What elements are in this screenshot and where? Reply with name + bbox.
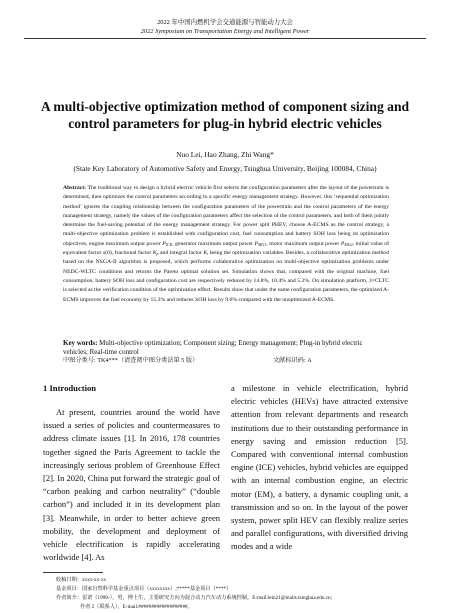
left-column: [43, 382, 220, 564]
clc-number: 中图分类号: TK4***（请查阅中图分类法第 5 版）: [63, 357, 199, 364]
symbol-ki: $K_i$: [203, 250, 209, 257]
author-affiliation: (State Key Laboratory of Automotive Safety and Energy, Tsinghua University, Beijing 100084, China): [73, 164, 377, 173]
abstract-text-7: being the optimization variables. Besides, a collaborative optimization method based on the NSGA-II algorithm is proposed, which performs collaborative optimization on multi-objective optimization problems under NEDC-WLTC conditions and returns the Pareto optimal solution set. Simulation shows that, compared with the original machine, fuel consumption, battery SOH loss and configuration cost are respectively reduced by 14.8%, 10.4% and 5.2%. On simulation platform, 3×CLTC is selected as the verification condition of the optimization effect. Results show that under the same configuration parameters, the optimized A-ECMS improves the fuel economy by 15.3% and reduces SOH loss by 9.6% compared with the unoptimized A-ECMS.: [63, 250, 389, 303]
abstract-text-6: and integral factor: [158, 250, 204, 257]
symbol-s0: s(0): [102, 250, 112, 257]
header-divider: [24, 38, 426, 39]
document-code: 文献标识码: A: [273, 357, 312, 364]
abstract-text-4: , initial value of equivalent factor: [63, 240, 390, 257]
paper-title: A multi-objective optimization method of component sizing and control parameters for plug-in hybrid electric vehicles: [40, 99, 410, 131]
right-column: [231, 382, 408, 554]
abstract-text-3: , motor maximum output power: [266, 240, 341, 247]
author-list: Nuo Lei, Hao Zhang, Zhi Wang*: [176, 150, 274, 159]
keywords-label: Key words:: [63, 339, 98, 347]
footnote-divider: [43, 572, 103, 573]
keywords-text: Multi-objective optimization; Component sizing; Energy management; Plug-in hybrid electric vehicles; Real-time control: [63, 339, 363, 357]
abstract-text-5: , fractional factor: [111, 250, 153, 257]
symbol-p-ice: $P_{ICE}$: [162, 240, 173, 247]
abstract-paragraph: [63, 184, 389, 305]
conference-header-english: 2022 Symposium on Transportation Energy and Intelligent Power: [140, 28, 310, 35]
footnote-received-date: 收稿日期：xxxx-xx-xx: [56, 577, 107, 583]
conference-header-chinese: 2022 年中国内燃机学会交通能源与智能动力大会: [157, 19, 293, 26]
symbol-kp: $K_p$: [152, 250, 159, 257]
intro-paragraph-left: At present, countries around the world have issued a series of policies and countermeasures to address climate issues [1]. In 2016, 178 countries together signed the Paris Agreement to tackle the increasingly serious problem of Greenhouse Effect [2]. In 2020, China put forward the strategic goal of “carbon peaking and carbon neutrality” (“double carbon”) and included it in its development plan [3]. Meanwhile, in order to better achieve green mobility, the development and deployment of vehicle electrification is rapidly accelerating worldwide [4]. As: [43, 407, 220, 563]
footnote-corresponding-author: 作者 2（联系人），E-mail:###################。: [80, 604, 193, 610]
footnote-funding: 基金项目：国家自然科学基金重点项目（xxxxxxxx）;*****基金项目（****）: [56, 586, 232, 592]
intro-paragraph-right: a milestone in vehicle electrification, hybrid electric vehicles (HEVs) have attracted extensive attention from relevant departments and research institutions due to their outstanding performance in energy saving and emission reduction [5]. Compared with conventional internal combustion engine (ICE) vehicles, hybrid vehicles are equipped with an internal combustion engine, an electric motor (EM), a battery, a dynamic coupling unit, a transmission and so on. In the layout of the power system, power split HEV can flexibly realize series and parallel configurations, with diversified driving modes and a wide: [231, 383, 408, 552]
abstract-text-1: The traditional way to design a hybrid electric vehicle first selects the configuration parameters after the layout of the powertrain is determined, then optimizes the control parameters according to a specific energy management strategy. However, this ‘sequential optimization method’ ignores the coupling relationship between the configuration parameters of the powertrain and the control parameters of the energy management strategy, namely the values of the configuration parameters affect the selection of the control parameters, and both of them jointly determine the fuel-saving potential of the energy management strategy. For power split PHEV, choose A-ECMS as the control strategy, a multi-objective optimization problem is established with configuration cost, fuel consumption and battery SOH loss being its optimization objectives, engine maximum output power: [63, 185, 389, 247]
abstract-text-2: , generator maximum output power: [172, 240, 255, 247]
symbol-p-mg1: $P_{MG1}$: [254, 240, 267, 247]
abstract-label: Abstract:: [63, 185, 87, 191]
section-heading-introduction: 1 Introduction: [43, 383, 97, 393]
symbol-p-mg2: $P_{MG2}$: [340, 240, 353, 247]
keywords-paragraph: [63, 339, 389, 357]
footnote-author-bio: 作者简介：雷诺（1999-），男，博士生，主要研究方向为混合动力汽车动力系统控制。E-mail:lein21@mails.tsinghua.edu.cn;: [56, 595, 333, 601]
